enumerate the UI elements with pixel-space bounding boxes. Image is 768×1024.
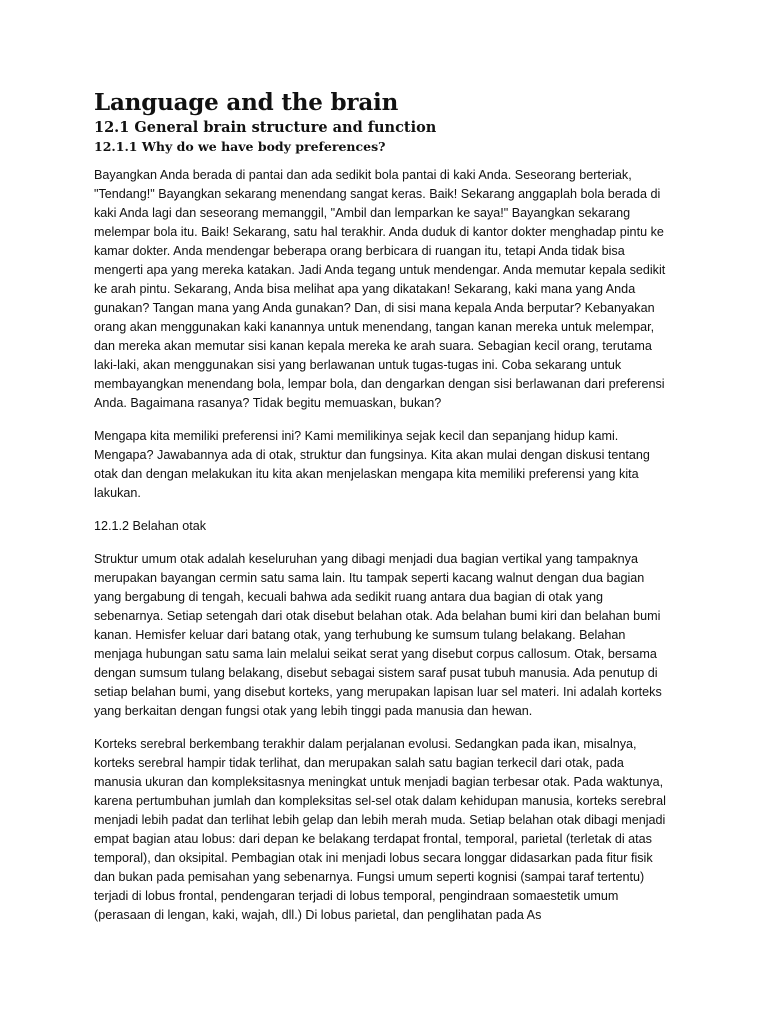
paragraph: Korteks serebral berkembang terakhir dalam perjalanan evolusi. Sedangkan pada ikan, misalnya, korteks serebral hampir tidak terlihat, dan merupakan salah satu bagian terkecil dari otak, pada manusia ukuran dan kompleksitasnya meningkat untuk menjadi bagian terbesar otak. Pada waktunya, karena pertumbuhan jumlah dan kompleksitas sel-sel otak dalam kehidupan manusia, korteks serebral menjadi lebih padat dan terlihat lebih gelap dan lebih merah muda. Setiap belahan otak dibagi menjadi empat bagian atau lobus: dari depan ke belakang terdapat frontal, temporal, parietal (terletak di atas temporal), dan oksipital. Pembagian otak ini menjadi lobus secara longgar didasarkan pada fitur fisik dan bukan pada pemisahan yang sebenarnya. Fungsi umum seperti kognisi (sampai taraf tertentu) terjadi di lobus frontal, pendengaran terjadi di lobus temporal, pengindraan somaestetik umum (perasaan di lengan, kaki, wajah, dll.) Di lobus parietal, dan penglihatan pada As (94, 737, 666, 922)
paragraph: Struktur umum otak adalah keseluruhan yang dibagi menjadi dua bagian vertikal yang tampaknya merupakan bayangan cermin satu sama lain. Itu tampak seperti kacang walnut dengan dua bagian yang bergabung di tengah, kecuali bahwa ada sedikit ruang antara dua bagian di otak yang sebenarnya. Setiap setengah dari otak disebut belahan otak. Ada belahan bumi kiri dan belahan bumi kanan. Hemisfer keluar dari batang otak, yang terhubung ke sumsum tulang belakang. Belahan menjaga hubungan satu sama lain melalui seikat serat yang disebut corpus callosum. Otak, bersama dengan sumsum tulang belakang, disebut sebagai sistem saraf pusat tubuh manusia. Ada penutup di setiap belahan bumi, yang disebut korteks, yang merupakan lapisan luar sel materi. Ini adalah korteks yang berkaitan dengan fungsi otak yang lebih tinggi pada manusia dan hewan. (94, 552, 662, 718)
section-heading: 12.1 General brain structure and function (94, 119, 437, 136)
document-title: Language and the brain (94, 89, 399, 116)
paragraph: Bayangkan Anda berada di pantai dan ada sedikit bola pantai di kaki Anda. Seseorang berteriak, "Tendang!" Bayangkan sekarang menendang sangat keras. Baik! Sekarang anggaplah bola berada di kaki Anda lagi dan seseorang memanggil, "Ambil dan lemparkan ke saya!" Bayangkan sekarang melempar bola itu. Baik! Sekarang, satu hal terakhir. Anda duduk di kantor dokter menghadap pintu ke kamar dokter. Anda mendengar beberapa orang berbicara di ruangan itu, tetapi Anda tidak bisa mengerti apa yang mereka katakan. Jadi Anda tegang untuk mendengar. Anda memutar kepala sedikit ke arah pintu. Sekarang, Anda bisa melihat apa yang dikatakan! Sekarang, kaki mana yang Anda gunakan? Tangan mana yang Anda gunakan? Dan, di sisi mana kepala Anda berputar? Kebanyakan orang akan menggunakan kaki kanannya untuk menendang, tangan kanan mereka untuk melempar, dan mereka akan memutar sisi kanan kepala mereka ke arah suara. Sebagian kecil orang, terutama laki-laki, akan menggunakan sisi yang berlawanan untuk tugas-tugas ini. Coba sekarang untuk membayangkan menendang bola, lempar bola, dan dengarkan dengan sisi berlawanan dari preferensi Anda. Bagaimana rasanya? Tidak begitu memuaskan, bukan? (94, 168, 666, 410)
paragraph: Mengapa kita memiliki preferensi ini? Kami memilikinya sejak kecil dan sepanjang hidup kami. Mengapa? Jawabannya ada di otak, struktur dan fungsinya. Kita akan mulai dengan diskusi tentang otak dan dengan melakukan itu kita akan menjelaskan mengapa kita memiliki preferensi yang kita lakukan. (94, 429, 650, 500)
subsection-heading: 12.1.1 Why do we have body preferences? (94, 139, 386, 154)
subsection-2-heading: 12.1.2 Belahan otak (94, 519, 207, 533)
document-page (94, 88, 674, 939)
